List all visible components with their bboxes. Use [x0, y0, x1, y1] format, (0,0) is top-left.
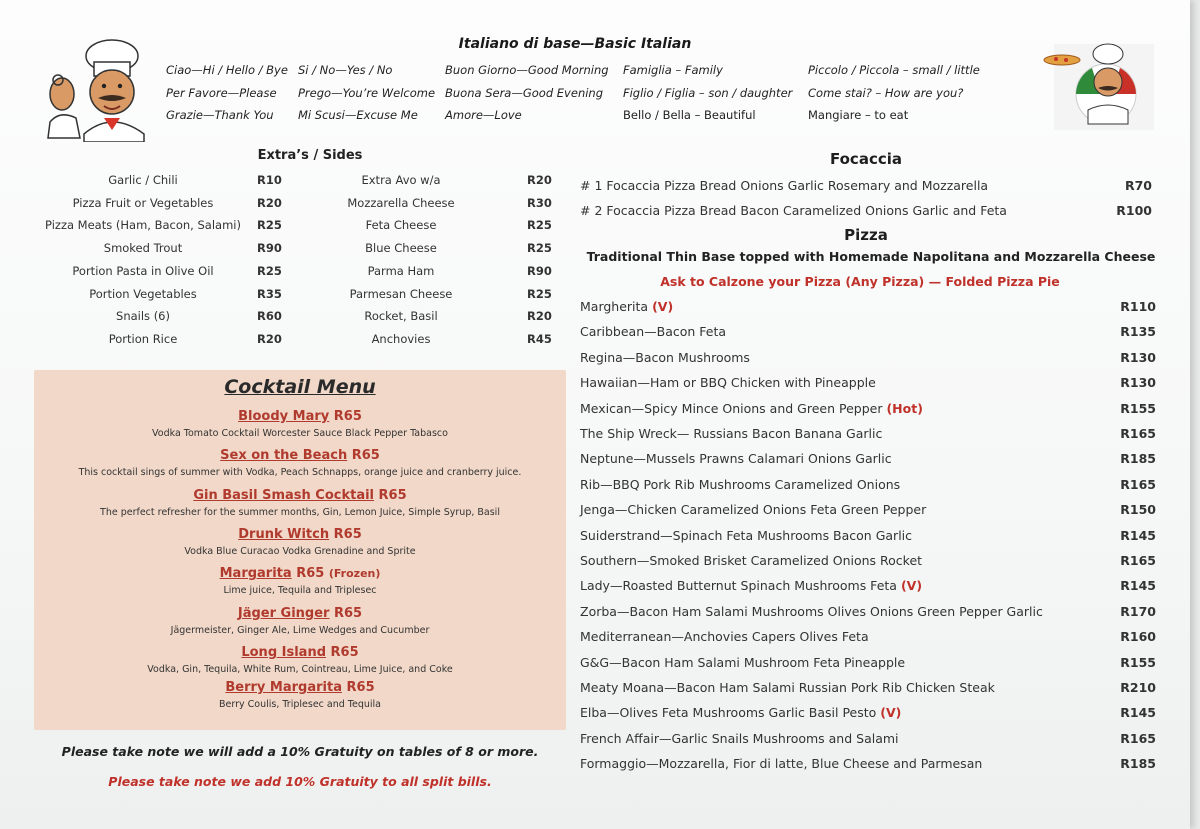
extra-price: R20	[527, 173, 552, 187]
pizza-item	[580, 705, 901, 720]
phrase: Prego—You’re Welcome	[298, 86, 436, 100]
pizza-name: Elba—Olives Feta Mushrooms Garlic Basil Pesto	[580, 705, 877, 720]
extra-price: R90	[257, 241, 282, 255]
pizza-name: Zorba—Bacon Ham Salami Mushrooms Olives Onions Green Pepper Garlic	[580, 604, 1043, 619]
pizza-name: Margherita	[580, 299, 649, 314]
pizza-price: R145	[1120, 578, 1156, 593]
pizza-item	[580, 451, 892, 466]
pizza-tag: (V)	[652, 299, 674, 314]
pizza-item	[580, 426, 882, 441]
cocktail-menu-box	[34, 370, 566, 730]
extra-price: R45	[527, 332, 552, 346]
pizza-name: The Ship Wreck— Russians Bacon Banana Garlic	[580, 426, 883, 441]
extra-price: R20	[257, 332, 282, 346]
cocktail-menu-title: Cocktail Menu	[224, 376, 376, 398]
pizza-item	[580, 528, 912, 543]
pizza-tag: (Hot)	[886, 401, 923, 416]
extra-price: R60	[257, 309, 282, 323]
pizza-name: Neptune—Mussels Prawns Calamari Onions Garlic	[580, 451, 892, 466]
extra-price: R25	[257, 218, 282, 232]
pizza-name: Mexican—Spicy Mince Onions and Green Pepper	[580, 401, 883, 416]
cocktail-name: Long Island R65	[241, 645, 359, 660]
extra-price: R20	[527, 309, 552, 323]
pizza-name: G&G—Bacon Ham Salami Mushroom Feta Pineapple	[580, 655, 906, 670]
pizza-name: Jenga—Chicken Caramelized Onions Feta Green Pepper	[580, 502, 927, 517]
cocktail-name: Sex on the Beach R65	[220, 448, 380, 463]
pizza-name: Suiderstrand—Spinach Feta Mushrooms Bacon Garlic	[580, 528, 913, 543]
pizza-item	[580, 477, 900, 492]
pizza-price: R150	[1120, 502, 1156, 517]
extra-item: Blue Cheese	[365, 241, 437, 255]
phrase: Amore—Love	[445, 108, 522, 122]
cocktail-name: Gin Basil Smash Cocktail R65	[193, 488, 407, 503]
pizza-item	[580, 401, 923, 416]
phrase: Buon Giorno—Good Morning	[445, 63, 609, 77]
extra-item: Parmesan Cheese	[349, 287, 453, 301]
pizza-price: R145	[1120, 705, 1156, 720]
pizza-price: R165	[1120, 731, 1156, 746]
pizza-item	[580, 680, 995, 695]
pizza-price: R185	[1120, 756, 1156, 771]
extra-item: Anchovies	[371, 332, 431, 346]
extra-item: Snails (6)	[116, 309, 170, 323]
pizza-item	[580, 578, 922, 593]
phrase: Mi Scusi—Excuse Me	[298, 108, 418, 122]
calzone-note: Ask to Calzone your Pizza (Any Pizza) — Folded Pizza Pie	[660, 274, 1060, 289]
pizza-name: Regina—Bacon Mushrooms	[580, 350, 750, 365]
cocktail-desc: This cocktail sings of summer with Vodka, Peach Schnapps, orange juice and cranberry juice.	[78, 467, 522, 478]
cocktail-desc: Berry Coulis, Triplesec and Tequila	[219, 699, 381, 710]
focaccia-price: R100	[1116, 203, 1152, 218]
extra-item: Mozzarella Cheese	[347, 196, 455, 210]
extra-item: Portion Pasta in Olive Oil	[72, 264, 214, 278]
split-bill-note: Please take note we add 10% Gratuity to all split bills.	[108, 774, 492, 789]
phrase: Grazie—Thank You	[166, 108, 274, 122]
cocktail-desc: Lime juice, Tequila and Triplesec	[223, 585, 377, 596]
pizza-name: Formaggio—Mozzarella, Fior di latte, Blue Cheese and Parmesan	[580, 756, 983, 771]
phrase: Famiglia – Family	[623, 63, 723, 77]
pizza-item	[580, 655, 905, 670]
extras-title: Extra’s / Sides	[257, 148, 363, 163]
cocktail-desc: Jägermeister, Ginger Ale, Lime Wedges and Cucumber	[170, 625, 430, 636]
pizza-price: R155	[1120, 655, 1156, 670]
phrase: Piccolo / Piccola – small / little	[808, 63, 980, 77]
extra-item: Garlic / Chili	[108, 173, 178, 187]
pizza-item	[580, 756, 982, 771]
chef-pizza-logo	[1040, 38, 1155, 130]
pizza-price: R165	[1120, 477, 1156, 492]
pizza-item	[580, 629, 869, 644]
pizza-item	[580, 350, 750, 365]
extra-price: R90	[527, 264, 552, 278]
pizza-item	[580, 553, 922, 568]
pizza-item	[580, 299, 673, 314]
phrase: Buona Sera—Good Evening	[445, 86, 604, 100]
extra-item: Parma Ham	[367, 264, 435, 278]
cocktail-desc: Vodka Tomato Cocktail Worcester Sauce Black Pepper Tabasco	[152, 428, 448, 439]
extra-item: Pizza Fruit or Vegetables	[72, 196, 214, 210]
pizza-name: French Affair—Garlic Snails Mushrooms and Salami	[580, 731, 899, 746]
phrase: Si / No—Yes / No	[298, 63, 393, 77]
basic-italian-title: Italiano di base—Basic Italian	[458, 36, 692, 52]
focaccia-price: R70	[1124, 178, 1152, 193]
pizza-item	[580, 731, 899, 746]
pizza-name: Southern—Smoked Brisket Caramelized Onions Rocket	[580, 553, 923, 568]
extra-item: Portion Vegetables	[89, 287, 197, 301]
phrase: Per Favore—Please	[166, 86, 277, 100]
extra-item: Feta Cheese	[365, 218, 437, 232]
focaccia-item: # 2 Focaccia Pizza Bread Bacon Caramelized Onions Garlic and Feta	[580, 203, 1007, 218]
phrase: Bello / Bella – Beautiful	[623, 108, 756, 122]
pizza-price: R145	[1120, 528, 1156, 543]
pizza-name: Mediterranean—Anchovies Capers Olives Feta	[580, 629, 869, 644]
phrase: Figlio / Figlia – son / daughter	[623, 86, 793, 100]
cocktail-desc: The perfect refresher for the summer months, Gin, Lemon Juice, Simple Syrup, Basil	[100, 507, 500, 518]
pizza-item	[580, 502, 926, 517]
pizza-price: R170	[1120, 604, 1156, 619]
pizza-price: R165	[1120, 553, 1156, 568]
cocktail-desc: Vodka Blue Curacao Vodka Grenadine and Sprite	[184, 546, 416, 557]
pizza-name: Hawaiian—Ham or BBQ Chicken with Pineapple	[580, 375, 876, 390]
focaccia-item: # 1 Focaccia Pizza Bread Onions Garlic Rosemary and Mozzarella	[580, 178, 989, 193]
pizza-item	[580, 604, 1043, 619]
extra-item: Rocket, Basil	[364, 309, 438, 323]
extra-price: R10	[257, 173, 282, 187]
pizza-name: Caribbean—Bacon Feta	[580, 324, 727, 339]
extra-price: R30	[527, 196, 552, 210]
gratuity-note: Please take note we will add a 10% Gratuity on tables of 8 or more.	[61, 744, 539, 759]
pizza-tag: (V)	[880, 705, 902, 720]
pizza-price: R165	[1120, 426, 1156, 441]
pizza-subtitle: Traditional Thin Base topped with Homemade Napolitana and Mozzarella Cheese	[586, 249, 1156, 264]
pizza-price: R110	[1120, 299, 1156, 314]
extra-price: R25	[257, 264, 282, 278]
pizza-name: Rib—BBQ Pork Rib Mushrooms Caramelized Onions	[580, 477, 901, 492]
pizza-price: R135	[1120, 324, 1156, 339]
pizza-name: Lady—Roasted Butternut Spinach Mushrooms Feta	[580, 578, 897, 593]
pizza-item	[580, 324, 726, 339]
pizza-price: R130	[1120, 350, 1156, 365]
extra-price: R25	[527, 241, 552, 255]
pizza-price: R160	[1120, 629, 1156, 644]
cocktail-name: Bloody Mary R65	[238, 409, 362, 424]
cocktail-name: Jäger Ginger R65	[237, 606, 363, 621]
extra-price: R25	[527, 287, 552, 301]
extra-price: R20	[257, 196, 282, 210]
cocktail-name: Berry Margarita R65	[225, 680, 375, 695]
chef-left-illustration	[40, 34, 160, 142]
pizza-price: R210	[1120, 680, 1156, 695]
extra-price: R35	[257, 287, 282, 301]
focaccia-title: Focaccia	[829, 150, 902, 168]
extra-item: Extra Avo w/a	[361, 173, 441, 187]
extra-price: R25	[527, 218, 552, 232]
cocktail-desc: Vodka, Gin, Tequila, White Rum, Cointreau, Lime Juice, and Coke	[147, 664, 453, 675]
pizza-tag: (V)	[900, 578, 923, 593]
pizza-price: R130	[1120, 375, 1156, 390]
phrase: Mangiare – to eat	[808, 108, 909, 122]
pizza-item	[580, 375, 876, 390]
phrase: Ciao—Hi / Hello / Bye	[166, 63, 288, 77]
cocktail-name: Margarita R65 (Frozen)	[219, 566, 381, 581]
pizza-price: R185	[1120, 451, 1156, 466]
extra-item: Smoked Trout	[103, 241, 183, 255]
extra-item: Portion Rice	[108, 332, 178, 346]
pizza-title: Pizza	[844, 226, 888, 244]
cocktail-name: Drunk Witch R65	[238, 527, 362, 542]
pizza-price: R155	[1120, 401, 1156, 416]
pizza-name: Meaty Moana—Bacon Ham Salami Russian Pork Rib Chicken Steak	[580, 680, 995, 695]
phrase: Come stai? – How are you?	[808, 86, 964, 100]
extra-item: Pizza Meats (Ham, Bacon, Salami)	[45, 218, 241, 232]
